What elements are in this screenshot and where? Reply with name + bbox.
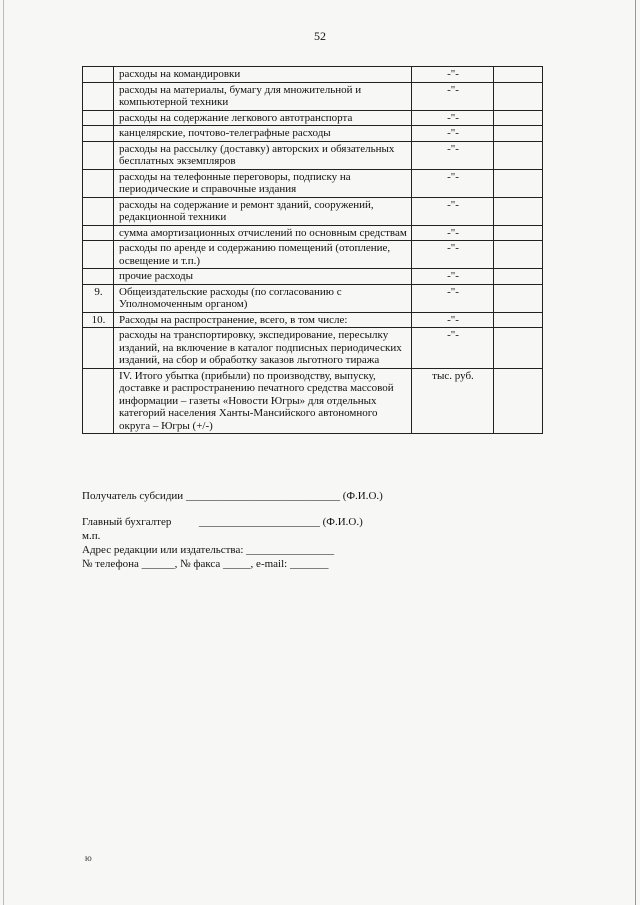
row-value (494, 368, 543, 434)
row-number (83, 328, 114, 369)
row-unit: -"- (412, 141, 494, 169)
table-row (83, 225, 543, 241)
row-description: канцелярские, почтово-телеграфные расходы (114, 126, 412, 142)
row-description: расходы на материалы, бумагу для множительной и компьютерной техники (114, 82, 412, 110)
row-unit: -"- (412, 110, 494, 126)
row-unit: -"- (412, 126, 494, 142)
row-number (83, 141, 114, 169)
scan-edge-right (635, 0, 636, 905)
row-description: расходы на телефонные переговоры, подписку на периодические и справочные издания (114, 169, 412, 197)
row-unit: -"- (412, 241, 494, 269)
table-row (83, 67, 543, 83)
contacts-line: № телефона ______, № факса _____, e-mail: _______ (82, 558, 329, 570)
row-number (83, 169, 114, 197)
row-number (83, 225, 114, 241)
table-row (83, 197, 543, 225)
row-number (83, 241, 114, 269)
row-unit: -"- (412, 284, 494, 312)
table-row (83, 110, 543, 126)
row-number (83, 82, 114, 110)
row-value (494, 328, 543, 369)
row-number (83, 197, 114, 225)
row-value (494, 284, 543, 312)
row-unit: -"- (412, 169, 494, 197)
table-row (83, 126, 543, 142)
stamp-place: м.п. (82, 530, 101, 542)
accountant-signature-line: Главный бухгалтер ______________________ (Ф.И.О.) (82, 516, 363, 528)
row-value (494, 269, 543, 285)
row-description: сумма амортизационных отчислений по основным средствам (114, 225, 412, 241)
row-description: прочие расходы (114, 269, 412, 285)
row-number (83, 67, 114, 83)
expense-table-body (83, 67, 543, 434)
row-value (494, 241, 543, 269)
table-row (83, 368, 543, 434)
row-unit: -"- (412, 197, 494, 225)
row-description: Общеиздательские расходы (по согласованию с Уполномоченным органом) (114, 284, 412, 312)
expense-table (82, 66, 543, 434)
row-value (494, 82, 543, 110)
row-description: IV. Итого убытка (прибыли) по производству, выпуску, доставке и распространению печатного средства массовой информации – газеты «Новости Югры» для отдельных категорий населения Ханты-Мансийского автономного округа – Югры (+/-) (114, 368, 412, 434)
row-value (494, 169, 543, 197)
row-unit: -"- (412, 225, 494, 241)
scan-edge-left (3, 0, 4, 905)
row-value (494, 141, 543, 169)
table-row (83, 269, 543, 285)
row-number: 10. (83, 312, 114, 328)
row-unit: тыс. руб. (412, 368, 494, 434)
row-description: расходы на содержание легкового автотранспорта (114, 110, 412, 126)
recipient-signature-line: Получатель субсидии ____________________________ (Ф.И.О.) (82, 490, 383, 502)
row-value (494, 312, 543, 328)
row-value (494, 197, 543, 225)
table-row (83, 312, 543, 328)
row-description: расходы по аренде и содержанию помещений (отопление, освещение и т.п.) (114, 241, 412, 269)
row-number: 9. (83, 284, 114, 312)
row-number (83, 368, 114, 434)
table-row (83, 241, 543, 269)
scan-mark: ю (85, 853, 92, 863)
table-row (83, 284, 543, 312)
table-row (83, 169, 543, 197)
row-description: расходы на транспортировку, экспедирование, пересылку изданий, на включение в каталог подписных периодических изданий, на сбор и обработку заказов льготного тиража (114, 328, 412, 369)
row-value (494, 110, 543, 126)
row-description: расходы на содержание и ремонт зданий, сооружений, редакционной техники (114, 197, 412, 225)
row-unit: -"- (412, 328, 494, 369)
page-number: 52 (314, 29, 326, 43)
row-description: Расходы на распространение, всего, в том числе: (114, 312, 412, 328)
row-number (83, 269, 114, 285)
row-description: расходы на рассылку (доставку) авторских и обязательных бесплатных экземпляров (114, 141, 412, 169)
row-number (83, 126, 114, 142)
row-description: расходы на командировки (114, 67, 412, 83)
table-row (83, 82, 543, 110)
table-row (83, 328, 543, 369)
row-value (494, 225, 543, 241)
table-row (83, 141, 543, 169)
row-value (494, 126, 543, 142)
row-unit: -"- (412, 82, 494, 110)
row-unit: -"- (412, 67, 494, 83)
address-line: Адрес редакции или издательства: ________________ (82, 544, 335, 556)
row-number (83, 110, 114, 126)
row-unit: -"- (412, 312, 494, 328)
row-value (494, 67, 543, 83)
row-unit: -"- (412, 269, 494, 285)
